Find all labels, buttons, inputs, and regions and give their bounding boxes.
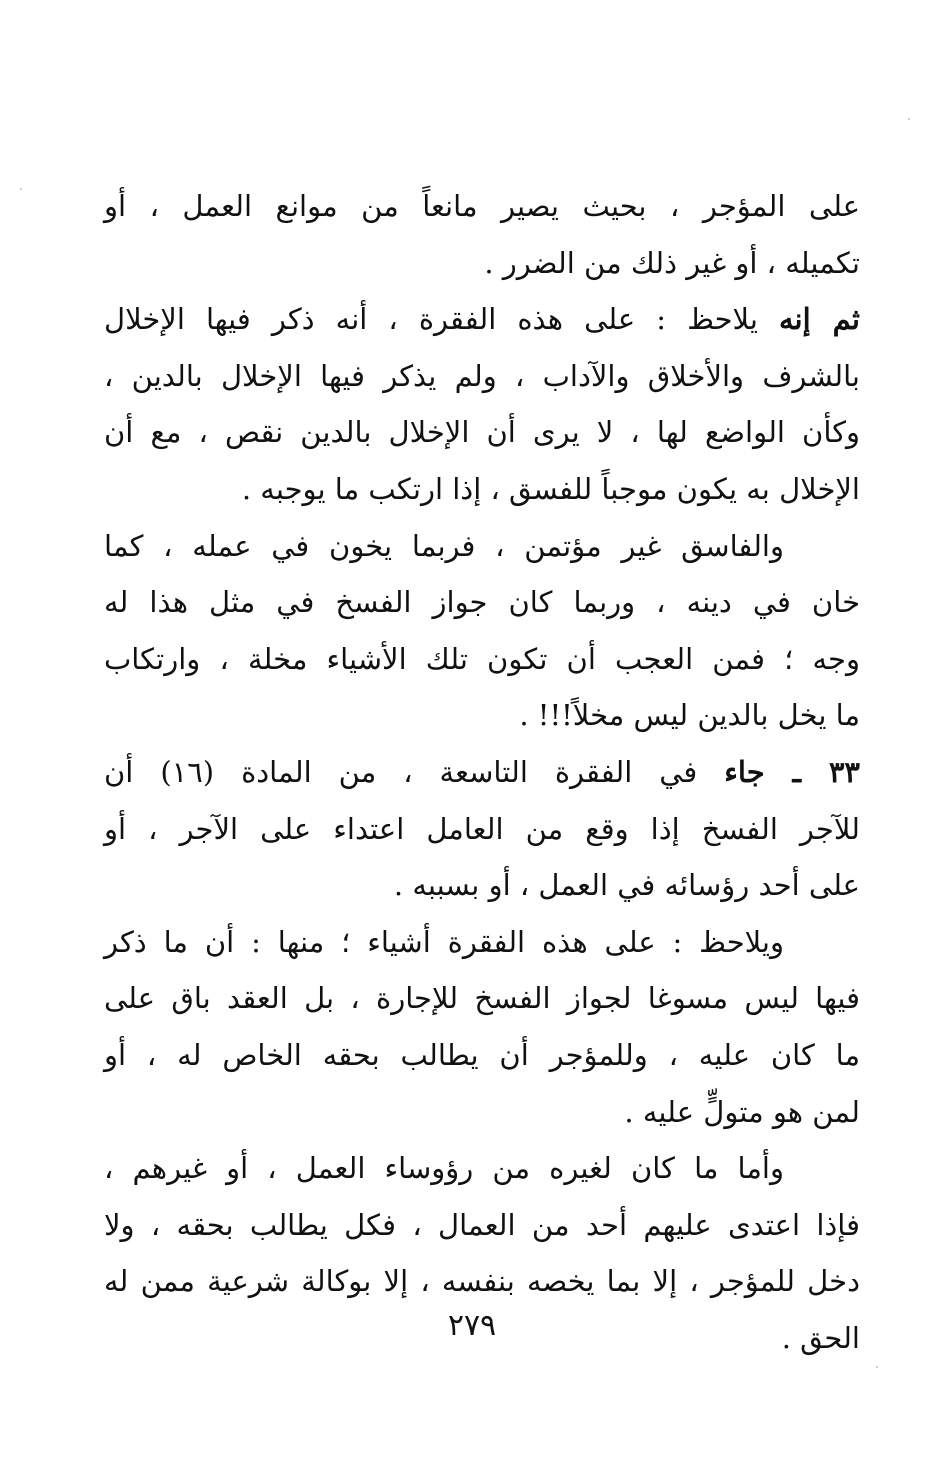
text-line: بالشرف والأخلاق والآداب ، ولم يذكر فيها الإخلال بالدين ، [104, 358, 860, 393]
paragraph [104, 291, 860, 517]
text-line: الحق . [781, 1320, 860, 1355]
paragraph [104, 744, 860, 914]
text-line [104, 744, 860, 801]
text-line: ما يخل بالدين ليس مخلاً!!! . [519, 698, 860, 733]
scan-speck [876, 1366, 878, 1368]
page-number: ٢٧٩ [447, 1308, 497, 1343]
text-line: وكأن الواضع لها ، لا يرى أن الإخلال بالدين نقص ، مع أن [104, 415, 860, 450]
text-line: والفاسق غير مؤتمن ، فربما يخون في عمله ، كما [104, 528, 784, 563]
text-line: وجه ؛ فمن العجب أن تكون تلك الأشياء مخلة ، وارتكاب [104, 641, 860, 676]
paragraph [104, 914, 860, 1140]
text-line: على أحد رؤسائه في العمل ، أو بسببه . [393, 868, 860, 903]
paragraph [104, 178, 860, 291]
text-line [104, 291, 860, 348]
bold-lead-phrase: ٣٣ ـ جاء [724, 754, 860, 789]
scan-speck [20, 188, 22, 190]
text-line: فيها ليس مسوغا لجواز الفسخ للإجارة ، بل العقد باق على [104, 981, 860, 1016]
text-line: تكميله ، أو غير ذلك من الضرر . [484, 245, 860, 280]
text-line: على المؤجر ، بحيث يصير مانعاً من موانع العمل ، أو [104, 189, 860, 223]
bold-lead-phrase: ثم إنه [779, 302, 860, 337]
text-line: الإخلال به يكون موجباً للفسق ، إذا ارتكب ما يوجبه . [241, 471, 860, 506]
text-run: يلاحظ : على هذه الفقرة ، أنه ذكر فيها الإخلال [104, 302, 779, 337]
scan-speck [908, 118, 910, 120]
text-line: فإذا اعتدى عليهم أحد من العمال ، فكل يطالب بحقه ، ولا [104, 1207, 860, 1242]
text-run: في الفقرة التاسعة ، من المادة (١٦) أن [104, 754, 725, 789]
text-line: ويلاحظ : على هذه الفقرة أشياء ؛ منها : أن ما ذكر [104, 924, 784, 959]
text-line: وأما ما كان لغيره من رؤوساء العمل ، أو غيرهم ، [104, 1151, 784, 1186]
paragraph [104, 518, 860, 744]
text-line: للآجر الفسخ إذا وقع من العامل اعتداء على الآجر ، أو [104, 811, 860, 846]
text-line: دخل للمؤجر ، إلا بما يخصه بنفسه ، إلا بوكالة شرعية ممن له [104, 1264, 860, 1299]
text-line: خان في دينه ، وربما كان جواز الفسخ في مثل هذا له [104, 585, 860, 620]
body-text [104, 178, 860, 1366]
text-line: لمن هو متولٍّ عليه . [624, 1094, 860, 1129]
text-line: ما كان عليه ، وللمؤجر أن يطالب بحقه الخاص له ، أو [104, 1037, 860, 1072]
